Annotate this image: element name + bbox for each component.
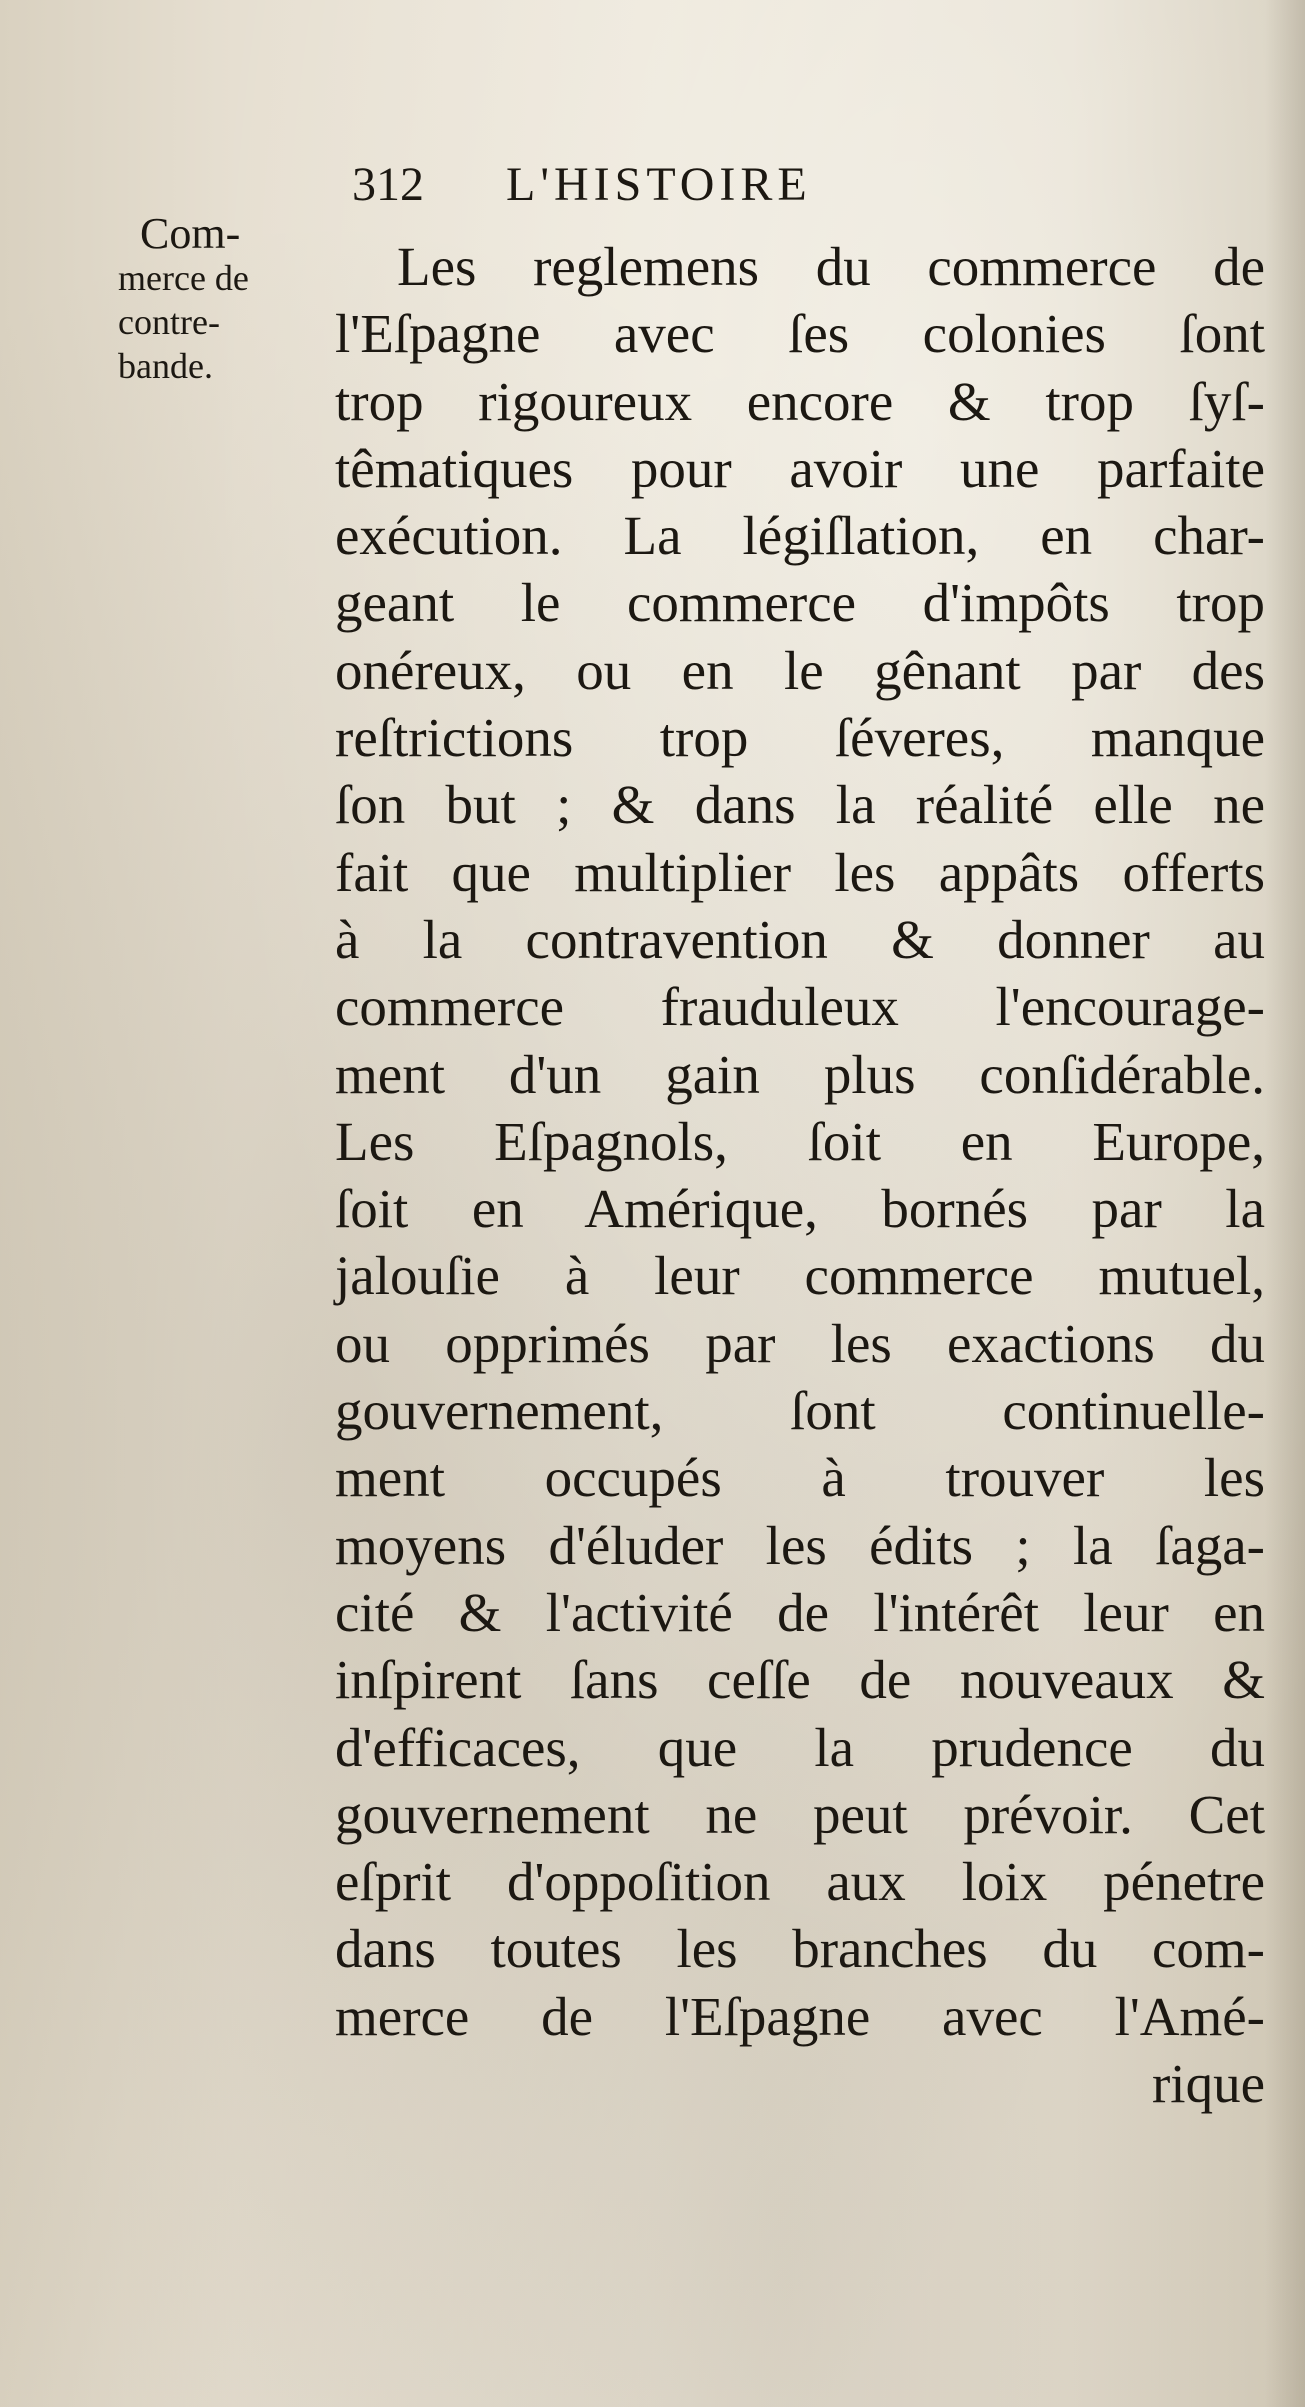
text-line: jalouſie à leur commerce mutuel, xyxy=(335,1245,1265,1307)
marginal-note xyxy=(118,209,348,388)
text-line: dans toutes les branches du com- xyxy=(335,1918,1265,1980)
text-line: à la contravention & donner au xyxy=(335,908,1265,970)
text-line: moyens d'éluder les édits ; la ſaga- xyxy=(335,1514,1265,1576)
text-line: Les Eſpagnols, ſoit en Europe, xyxy=(335,1110,1265,1172)
page-number: 312 xyxy=(352,158,424,211)
catchword: rique xyxy=(1151,2053,1265,2115)
text-line: ſon but ; & dans la réalité elle ne xyxy=(335,774,1265,836)
marginal-note-line: merce de xyxy=(118,258,249,298)
text-line: fait que multiplier les appâts offerts xyxy=(335,841,1265,903)
text-line: geant le commerce d'impôts trop xyxy=(335,572,1265,634)
text-line: eſprit d'oppoſition aux loix pénetre xyxy=(335,1851,1265,1913)
text-line: ſoit en Amérique, bornés par la xyxy=(335,1178,1265,1240)
text-line: têmatiques pour avoir une parfaite xyxy=(335,437,1265,499)
text-line: l'Eſpagne avec ſes colonies ſont xyxy=(335,303,1265,365)
text-line: Les reglemens du commerce de xyxy=(397,236,1265,297)
text-line: cité & l'activité de l'intérêt leur en xyxy=(335,1581,1265,1643)
text-line: ment d'un gain plus conſidérable. xyxy=(335,1043,1265,1105)
text-line: trop rigoureux encore & trop ſyſ- xyxy=(335,370,1265,432)
running-head xyxy=(352,150,992,220)
body-text xyxy=(335,233,1265,2117)
text-line: merce de l'Eſpagne avec l'Amé- xyxy=(335,1985,1265,2047)
text-line: d'efficaces, que la prudence du xyxy=(335,1716,1265,1778)
text-line: commerce frauduleux l'encourage- xyxy=(335,976,1265,1038)
text-line: exécution. La légiſlation, en char- xyxy=(335,505,1265,567)
marginal-note-line: Com- xyxy=(140,209,241,258)
marginal-note-line: contre- xyxy=(118,302,220,342)
text-line: reſtrictions trop ſéveres, manque xyxy=(335,707,1265,769)
text-line: onéreux, ou en le gênant par des xyxy=(335,639,1265,701)
text-line: gouvernement ne peut prévoir. Cet xyxy=(335,1783,1265,1845)
page-edge-shadow xyxy=(1265,0,1305,2407)
text-line: gouvernement, ſont continuelle- xyxy=(335,1380,1265,1442)
text-line: ment occupés à trouver les xyxy=(335,1447,1265,1509)
show-through-bleed xyxy=(1010,150,1300,210)
marginal-note-line: bande. xyxy=(118,346,213,386)
text-line: inſpirent ſans ceſſe de nouveaux & xyxy=(335,1649,1265,1711)
text-line: ou opprimés par les exactions du xyxy=(335,1312,1265,1374)
running-title: L'HISTOIRE xyxy=(506,158,812,211)
